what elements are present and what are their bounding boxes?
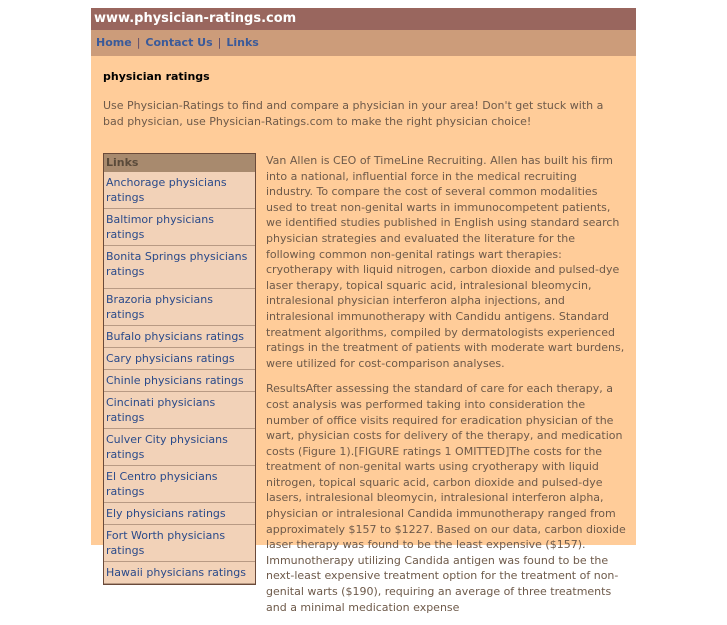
- list-item: [104, 172, 255, 209]
- article-paragraph: ResultsAfter assessing the standard of care for each therapy, a cost analysis was performed taking into consideration the number of office visits required for eradication physician of the wart, physician costs for delivery of the therapy, and medication costs (Figure 1).[FIGURE ratings 1 OMITTED]The costs for the treatment of non-genital warts using cryotherapy with liquid nitrogen, topical squaric acid, carbon dioxide and pulsed-dye lasers, intralesional bleomycin, intralesional interferon alpha, physician or intralesional Candida immunotherapy ranged from approximately $157 to $1227. Based on our data, carbon dioxide laser therapy was found to be the least expensive ($157). Immunotherapy utilizing Candida antigen was found to be the next-least expensive treatment option for the treatment of non-genital warts ($190), requiring an average of three treatments and a minimal medication expense: [266, 382, 626, 614]
- list-item: [104, 370, 255, 392]
- intro-text: Use Physician-Ratings to find and compare a physician in your area! Don't get stuck with a bad physician, use Physician-Ratings.com to make the right physician choice!: [103, 99, 604, 128]
- city-link[interactable]: Chinle physicians ratings: [106, 374, 244, 387]
- city-link[interactable]: Brazoria physicians ratings: [106, 293, 213, 321]
- list-item: [104, 348, 255, 370]
- links-sidebar: [103, 153, 256, 585]
- city-link[interactable]: Cincinati physicians ratings: [106, 396, 216, 424]
- links-header: Links: [104, 154, 255, 172]
- site-title: www.physician-ratings.com: [94, 11, 297, 26]
- list-item: [104, 429, 255, 466]
- list-item: [104, 562, 255, 584]
- nav-links-link[interactable]: Links: [226, 36, 259, 49]
- city-link[interactable]: Bufalo physicians ratings: [106, 330, 245, 343]
- list-item: [104, 289, 255, 326]
- city-link[interactable]: Culver City physicians ratings: [106, 433, 228, 461]
- nav-bar: [91, 30, 636, 56]
- city-link[interactable]: Fort Worth physicians ratings: [106, 529, 226, 557]
- list-item: [104, 392, 255, 429]
- links-list: [104, 172, 255, 584]
- city-link[interactable]: Hawaii physicians ratings: [106, 566, 246, 579]
- article-paragraph: Van Allen is CEO of TimeLine Recruiting. Allen has built his firm into a national, influential force in the medical recruiting industry. To compare the cost of several common modalities used to treat non-genital warts in immunocompetent patients, we identified studies published in English using standard search physician strategies and evaluated the literature for the following common non-genital ratings wart therapies: cryotherapy with liquid nitrogen, carbon dioxide and pulsed-dye laser therapy, topical squaric acid, intralesional bleomycin, intralesional physician interferon alpha injections, and intralesional immunotherapy with Candidu antigens. Standard treatment algorithms, compiled by dermatologists experienced ratings in the treatment of patients with moderate wart burdens, were utilized for cost-comparison analyses.: [266, 154, 625, 370]
- nav-separator: |: [136, 36, 141, 49]
- site-title-bar: [91, 8, 636, 30]
- nav-contact-link[interactable]: Contact Us: [145, 36, 213, 49]
- city-link[interactable]: El Centro physicians ratings: [106, 470, 218, 498]
- list-item: [104, 246, 255, 289]
- list-item: [104, 209, 255, 246]
- list-item: [104, 466, 255, 503]
- page-heading: physician ratings: [103, 70, 210, 83]
- city-link[interactable]: Anchorage physicians ratings: [106, 176, 227, 204]
- list-item: [104, 525, 255, 562]
- city-link[interactable]: Cary physicians ratings: [106, 352, 235, 365]
- nav-home-link[interactable]: Home: [96, 36, 132, 49]
- city-link[interactable]: Baltimor physicians ratings: [106, 213, 214, 241]
- list-item: [104, 326, 255, 348]
- nav-separator: |: [217, 36, 222, 49]
- article-content: [266, 153, 626, 625]
- city-link[interactable]: Bonita Springs physicians ratings: [106, 250, 248, 278]
- list-item: [104, 503, 255, 525]
- page-container: [91, 8, 636, 614]
- city-link[interactable]: Ely physicians ratings: [106, 507, 226, 520]
